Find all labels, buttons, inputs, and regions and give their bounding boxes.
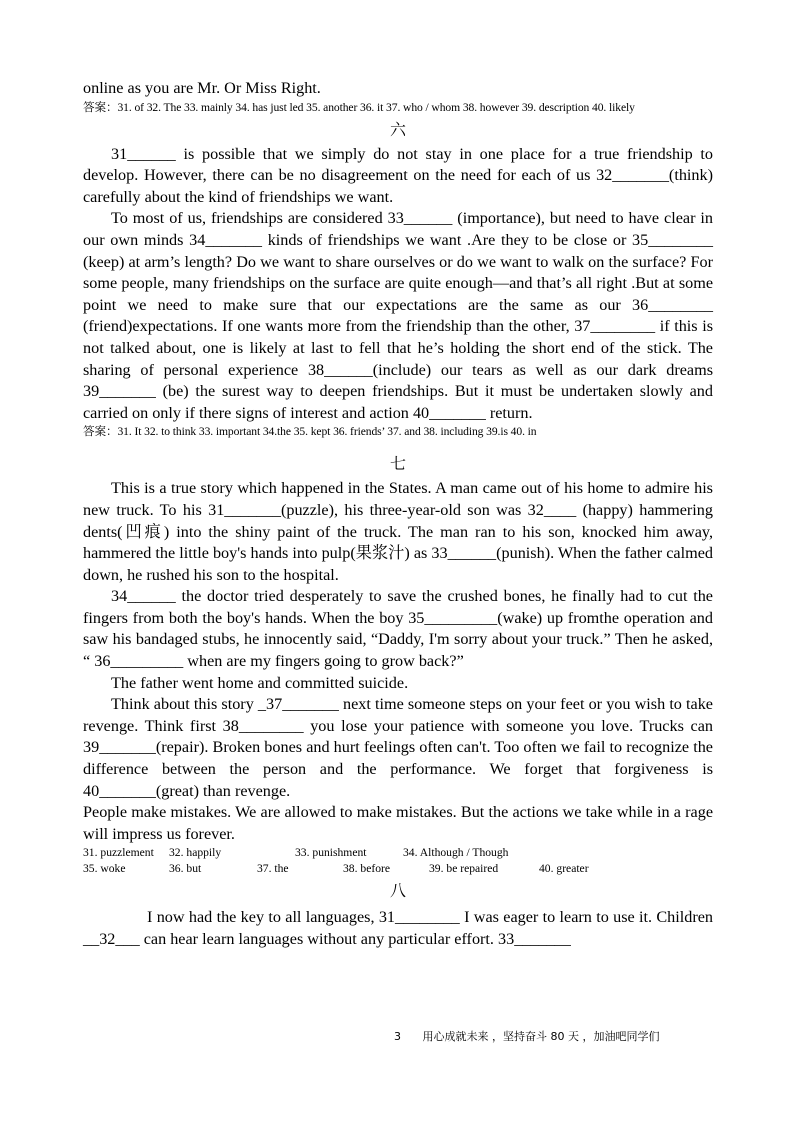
section7-heading: 七 bbox=[389, 454, 406, 474]
section8-heading: 八 bbox=[389, 881, 406, 901]
section7-answers-row-1 bbox=[83, 845, 713, 861]
answer-item: 32. happily bbox=[169, 846, 222, 860]
section7-paragraph-3: The father went home and committed suicide. bbox=[111, 673, 409, 692]
section6-paragraph-2: To most of us, friendships are considered 33______ (importance), but need to have clear in our own minds 34_______ kinds of friendships we want .Are they to be close or 35________ (keep) at arm’s length? Do we want to share ourselves or do we want to walk on the surface? For some people, many friendships on the surface are quite enough—and that’s all right .But at some point we need to make sure that our expectations are the same as our 36________ (friend)expectations. If one wants more from the friendship than the other, 37________ if this is not talked about, one is likely at last to fell that he’s holding the short end of the stick. The sharing of personal experience 38______(include) our tears as well as our dark dreams 39_______ (be) the surest way to deepen friendships. But it must be undertaken slowly and carried on only if there signs of interest and action 40_______ return. bbox=[83, 209, 713, 422]
page-footer bbox=[394, 1028, 659, 1044]
section7-answers-row-2 bbox=[83, 861, 713, 877]
footer-slogan: 用心成就未来 ，坚持奋斗 80 天 ，加油吧同学们 bbox=[422, 1030, 660, 1043]
section6-answers: 答案：31. It 32. to think 33. important 34.the 35. kept 36. friends’ 37. and 38. including 39.is 40. in bbox=[83, 425, 537, 439]
answer-item: 35. woke bbox=[83, 862, 126, 876]
answer-item: 33. punishment bbox=[295, 846, 367, 860]
answer-item: 38. before bbox=[343, 862, 390, 876]
document-page bbox=[83, 78, 713, 951]
section7-paragraph-1: This is a true story which happened in the States. A man came out of his home to admire his new truck. To his 31_______(puzzle), his three-year-old son was 32____ (happy) hammering dents(凹痕) into the shiny paint of the truck. The man ran to his son, knocked him away, hammered the little boy's hands into pulp(果浆汁) as 33______(punish). When the father calmed down, he rushed his son to the hospital. bbox=[83, 479, 713, 584]
section5-answers: 答案：31. of 32. The 33. mainly 34. has just led 35. another 36. it 37. who / whom 38. however 39. description 40. likely bbox=[83, 100, 635, 114]
section7-paragraph-4: Think about this story _37_______ next time someone steps on your feet or you wish to take revenge. Think first 38________ you lose your patience with someone you love. Trucks can 39_______(repair). Broken bones and hurt feelings often can't. Too often we fail to recognize the difference between the person and the performance. We forget that forgiveness is 40_______(great) than revenge. bbox=[83, 695, 713, 800]
section8-paragraph: I now had the key to all languages, 31________ I was eager to learn to use it. Children __32___ can hear learn languages without any particular effort. 33_______ bbox=[83, 908, 713, 948]
section5-last-line: online as you are Mr. Or Miss Right. bbox=[83, 79, 321, 97]
answer-item: 40. greater bbox=[539, 862, 589, 876]
answer-item: 36. but bbox=[169, 862, 202, 876]
answer-item: 37. the bbox=[257, 862, 289, 876]
section6-heading: 六 bbox=[389, 119, 406, 139]
page-number: 3 bbox=[394, 1030, 401, 1043]
section7-paragraph-5: People make mistakes. We are allowed to make mistakes. But the actions we take while in a rage will impress us forever. bbox=[83, 803, 713, 843]
answer-item: 31. puzzlement bbox=[83, 846, 154, 860]
section7-paragraph-2: 34______ the doctor tried desperately to save the crushed bones, he finally had to cut the fingers from both the boy's hands. When the boy 35_________(wake) up fromthe operation and saw his bandaged stubs, he innocently said, “Daddy, I'm sorry about your truck.” Then he asked, “ 36_________ when are my fingers going to grow back?” bbox=[83, 587, 713, 671]
answer-item: 34. Although / Though bbox=[403, 846, 509, 860]
section6-paragraph-1: 31______ is possible that we simply do not stay in one place for a true friendship to develop. However, there can be no disagreement on the need for each of us 32_______(think) carefully about the kind of friendships we want. bbox=[83, 144, 713, 206]
answer-item: 39. be repaired bbox=[429, 862, 499, 876]
